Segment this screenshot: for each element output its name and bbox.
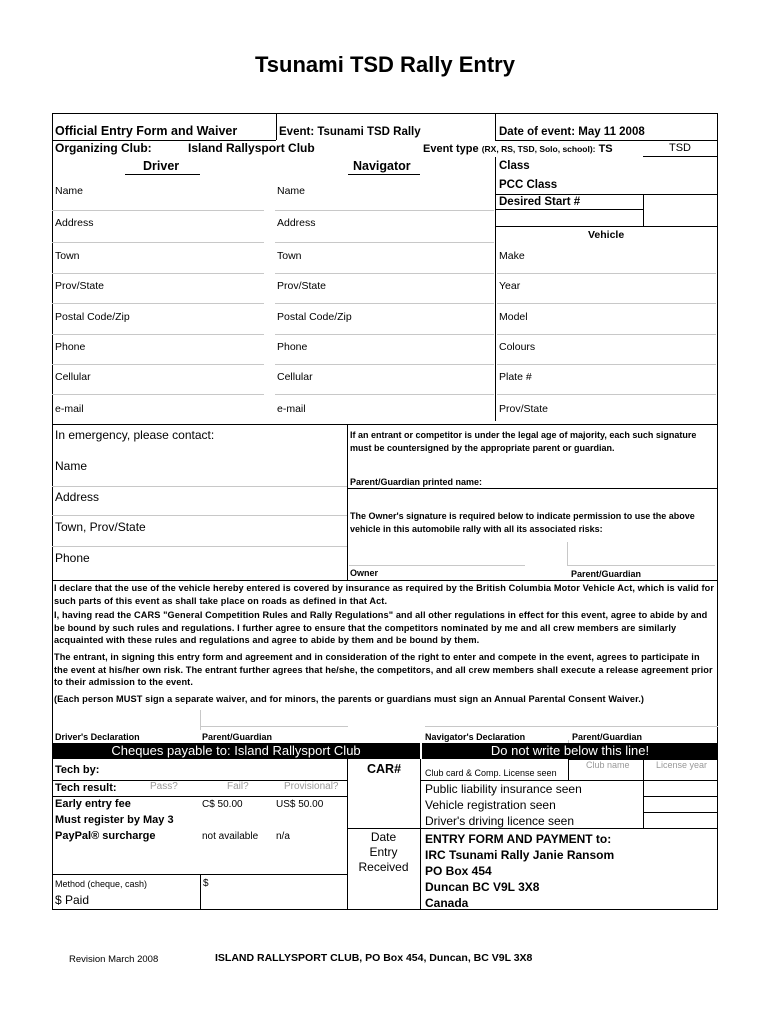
driver-parent-label: Parent/Guardian bbox=[202, 732, 273, 742]
driver-field-line bbox=[52, 394, 264, 395]
pass-option[interactable]: Pass? bbox=[150, 781, 178, 792]
date-entry-received: Date Entry Received bbox=[358, 830, 409, 874]
driver-field-line bbox=[52, 334, 264, 335]
declaration-rules: I, having read the CARS "General Competition Rules and Rally Regulations" and all other regulations in effect for this event, agree to abide by and be bound by such rules and regulations. I further agree to ensure that the competitors nominated by me and all crew members are similarly acquainted with these rules and regulations and agree to abide by them and be bound by them. bbox=[54, 610, 708, 646]
mail-to-address: ENTRY FORM AND PAYMENT to: IRC Tsunami Rally Janie Ransom PO Box 454 Duncan BC V9L 3X8 Canada bbox=[425, 832, 615, 910]
club-card-label: Club card & Comp. License seen bbox=[425, 768, 557, 778]
driver-field-label: Name bbox=[55, 185, 84, 197]
driver-field-line bbox=[52, 242, 264, 243]
footer-address: ISLAND RALLYSPORT CLUB, PO Box 454, Duncan, BC V9L 3X8 bbox=[215, 952, 533, 964]
fail-option[interactable]: Fail? bbox=[227, 781, 249, 792]
cheques-bar: Cheques payable to: Island Rallysport Club bbox=[52, 743, 420, 759]
navigator-field-label: Name bbox=[277, 185, 306, 197]
vehicle-field-label: Year bbox=[499, 280, 521, 292]
driver-field-label: Cellular bbox=[55, 371, 91, 383]
navigator-field-line bbox=[275, 334, 494, 335]
owner-parent-label: Parent/Guardian bbox=[571, 569, 642, 579]
tech-by-label: Tech by: bbox=[55, 764, 100, 776]
emergency-field-line bbox=[52, 515, 347, 516]
vehicle-field-label: Colours bbox=[499, 341, 536, 353]
vehicle-heading: Vehicle bbox=[588, 229, 625, 241]
usd-fee: US$ 50.00 bbox=[276, 799, 324, 810]
driver-field-label: e-mail bbox=[55, 403, 84, 415]
paypal-label: PayPal® surcharge bbox=[55, 830, 156, 842]
vehicle-field-label: Plate # bbox=[499, 371, 532, 383]
event-name: Event: Tsunami TSD Rally bbox=[279, 126, 421, 138]
check-licence: Driver's driving licence seen bbox=[425, 814, 575, 828]
emergency-field-label: Name bbox=[55, 459, 88, 473]
navigator-field-label: e-mail bbox=[277, 403, 306, 415]
license-year-label: License year bbox=[656, 760, 708, 770]
navigator-field-line bbox=[275, 303, 494, 304]
tech-result-label: Tech result: bbox=[55, 782, 117, 794]
class-label: Class bbox=[499, 160, 530, 172]
declaration-insurance: I declare that the use of the vehicle hereby entered is covered by insurance as required by the British Columbia Motor Vehicle Act, which is valid for such parts of this event as shall take place on roads as defined in that Act. bbox=[54, 583, 715, 606]
driver-field-label: Prov/State bbox=[55, 280, 105, 292]
emergency-field-label: Phone bbox=[55, 551, 90, 565]
desired-start-label: Desired Start # bbox=[499, 196, 581, 208]
navigator-field-line bbox=[275, 242, 494, 243]
vehicle-field-line bbox=[497, 394, 716, 395]
navigator-parent-label: Parent/Guardian bbox=[572, 732, 643, 742]
driver-field-label: Phone bbox=[55, 341, 86, 353]
owner-label: Owner bbox=[350, 568, 379, 578]
navigator-field-line bbox=[275, 364, 494, 365]
navigator-field-label: Prov/State bbox=[277, 280, 327, 292]
must-register-label: Must register by May 3 bbox=[55, 814, 174, 826]
declaration-waiver: (Each person MUST sign a separate waiver, and for minors, the parents or guardians must sign an Annual Parental Consent Waiver.) bbox=[54, 694, 645, 704]
event-type-value: TSD bbox=[669, 142, 691, 154]
insurance-checkbox[interactable] bbox=[643, 780, 718, 797]
registration-checkbox[interactable] bbox=[643, 796, 718, 813]
organizing-club-label: Organizing Club: bbox=[55, 141, 152, 155]
navigator-field-label: Address bbox=[277, 217, 316, 229]
owner-notice: The Owner's signature is required below to indicate permission to use the above vehicle in this automobile rally with all its associated risks: bbox=[350, 511, 695, 534]
paypal-cad: not available bbox=[202, 831, 259, 842]
dollar-sign: $ bbox=[203, 878, 209, 889]
driver-field-line bbox=[52, 273, 264, 274]
vehicle-field-label: Make bbox=[499, 250, 525, 262]
emergency-field-line bbox=[52, 546, 347, 547]
navigator-heading: Navigator bbox=[353, 159, 411, 173]
navigator-field-line bbox=[275, 394, 494, 395]
driver-declaration-label: Driver's Declaration bbox=[55, 732, 140, 742]
navigator-field-label: Town bbox=[277, 250, 302, 262]
do-not-write-bar: Do not write below this line! bbox=[422, 743, 718, 759]
driver-field-label: Postal Code/Zip bbox=[55, 311, 130, 323]
form-title: Official Entry Form and Waiver bbox=[55, 124, 238, 138]
emergency-field-label: Town, Prov/State bbox=[55, 520, 146, 534]
cad-fee: C$ 50.00 bbox=[202, 799, 243, 810]
navigator-declaration-label: Navigator's Declaration bbox=[425, 732, 526, 742]
vehicle-field-line bbox=[497, 334, 716, 335]
emergency-field-line bbox=[52, 486, 347, 487]
driver-field-label: Address bbox=[55, 217, 94, 229]
page-title: Tsunami TSD Rally Entry bbox=[255, 52, 515, 77]
navigator-field-line bbox=[275, 210, 494, 211]
navigator-field-label: Phone bbox=[277, 341, 308, 353]
early-fee-label: Early entry fee bbox=[55, 798, 131, 810]
check-insurance: Public liability insurance seen bbox=[425, 782, 582, 796]
emergency-field-label: Address bbox=[55, 490, 100, 504]
navigator-field-label: Cellular bbox=[277, 371, 313, 383]
pcc-class-label: PCC Class bbox=[499, 179, 558, 191]
check-registration: Vehicle registration seen bbox=[425, 798, 556, 812]
navigator-field-line bbox=[275, 273, 494, 274]
navigator-field-label: Postal Code/Zip bbox=[277, 311, 352, 323]
car-number-label: CAR# bbox=[367, 762, 402, 776]
vehicle-field-line bbox=[497, 303, 716, 304]
emergency-heading: In emergency, please contact: bbox=[55, 428, 215, 442]
vehicle-field-label: Prov/State bbox=[499, 403, 549, 415]
organizing-club-value: Island Rallysport Club bbox=[188, 141, 315, 155]
driver-field-line bbox=[52, 303, 264, 304]
provisional-option[interactable]: Provisional? bbox=[284, 781, 339, 792]
driver-heading: Driver bbox=[143, 159, 180, 173]
revision-note: Revision March 2008 bbox=[69, 954, 159, 965]
driver-field-line bbox=[52, 364, 264, 365]
paypal-usd: n/a bbox=[276, 831, 290, 842]
event-type-label: Event type (RX, RS, TSD, Solo, school): TS bbox=[423, 143, 613, 155]
minor-notice: If an entrant or competitor is under the legal age of majority, each such signature must be countersigned by the appropriate parent or guardian. bbox=[350, 430, 697, 453]
driver-field-line bbox=[52, 210, 264, 211]
declaration-risk: The entrant, in signing this entry form and agreement and in consideration of the right to enter and compete in the event, agrees to participate in the event at his/her own risk. The entrant further agrees that he/she, the competitors, and all crew members shall execute a release agreement prior to their admission to the event. bbox=[54, 652, 713, 688]
club-name-label: Club name bbox=[586, 760, 630, 770]
vehicle-field-line bbox=[497, 364, 716, 365]
vehicle-field-label: Model bbox=[499, 311, 528, 323]
method-label: Method (cheque, cash) bbox=[55, 879, 148, 889]
licence-checkbox[interactable] bbox=[643, 812, 718, 829]
parent-printed-label: Parent/Guardian printed name: bbox=[350, 477, 483, 487]
vehicle-field-line bbox=[497, 273, 716, 274]
driver-field-label: Town bbox=[55, 250, 80, 262]
paid-label: $ Paid bbox=[55, 893, 90, 907]
event-date: Date of event: May 11 2008 bbox=[499, 126, 645, 138]
